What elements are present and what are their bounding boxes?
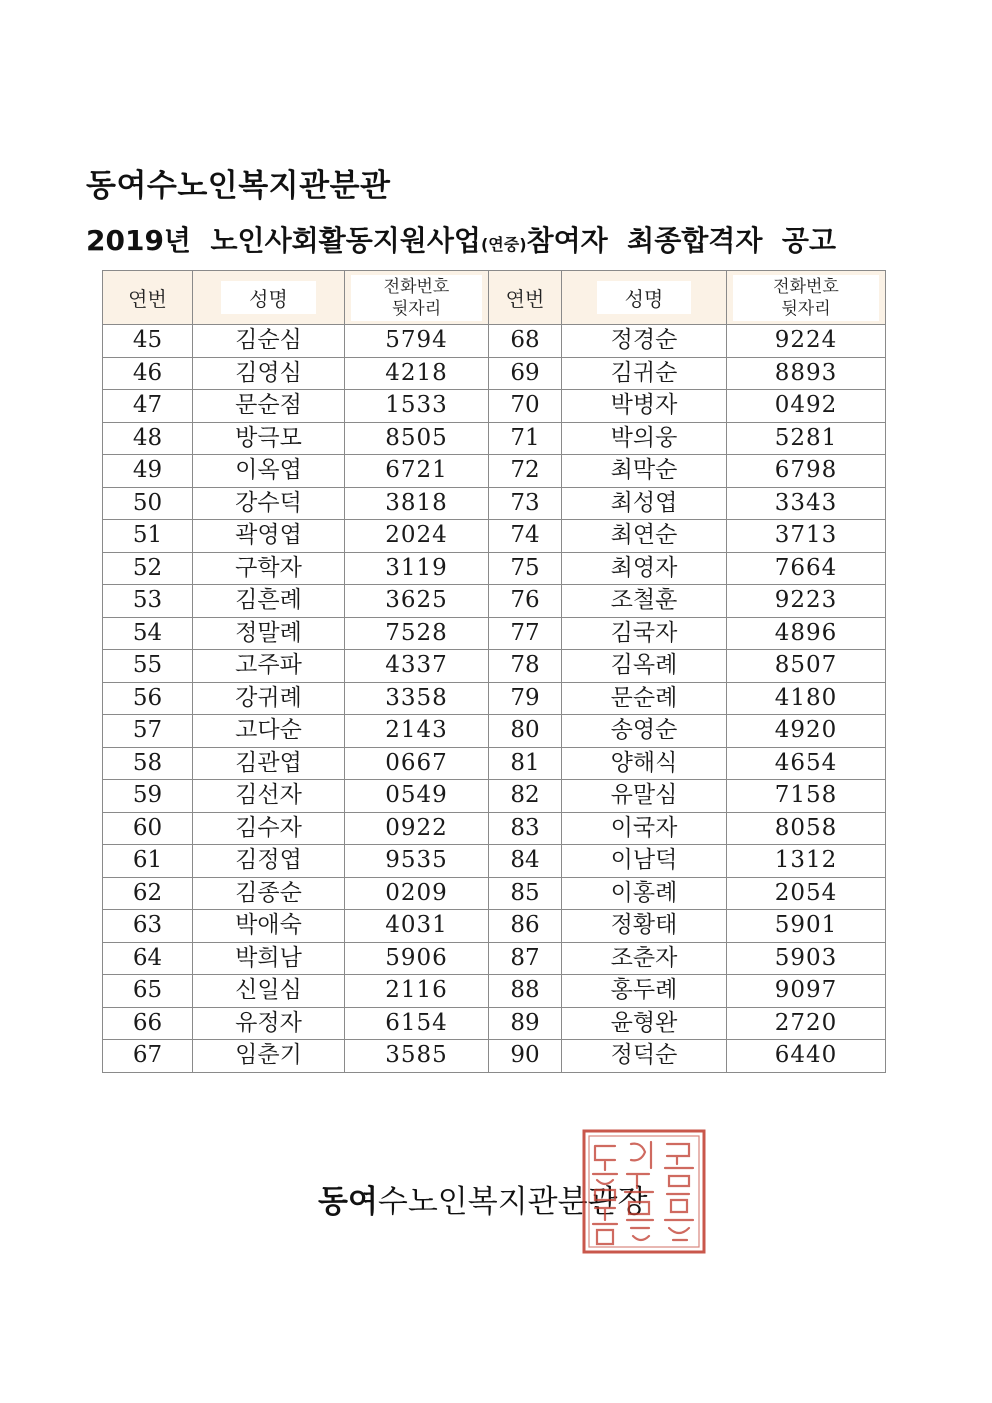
cell-phone-left: 6154 [345, 1007, 489, 1040]
cell-name-right: 최막순 [562, 455, 727, 488]
cell-phone-left: 3818 [345, 487, 489, 520]
header-no-label: 연번 [505, 287, 545, 311]
cell-phone-left: 1533 [345, 390, 489, 423]
header-name-right [562, 271, 727, 325]
cell-phone-right: 5901 [727, 910, 886, 943]
table-row [103, 552, 886, 585]
table-row [103, 487, 886, 520]
cell-phone-left: 0549 [345, 780, 489, 813]
header-no-left [103, 271, 193, 325]
cell-phone-right: 4180 [727, 682, 886, 715]
table-row [103, 325, 886, 358]
cell-no-right: 89 [489, 1007, 562, 1040]
cell-phone-right: 7664 [727, 552, 886, 585]
cell-no-left: 51 [103, 520, 193, 553]
cell-phone-right: 2054 [727, 877, 886, 910]
table-row [103, 942, 886, 975]
cell-phone-right: 7158 [727, 780, 886, 813]
cell-no-left: 66 [103, 1007, 193, 1040]
cell-phone-right: 8507 [727, 650, 886, 683]
cell-phone-left: 0209 [345, 877, 489, 910]
cell-no-left: 55 [103, 650, 193, 683]
cell-phone-right: 5903 [727, 942, 886, 975]
cell-name-right: 김귀순 [562, 357, 727, 390]
table-row [103, 650, 886, 683]
cell-name-right: 이국자 [562, 812, 727, 845]
cell-no-left: 57 [103, 715, 193, 748]
cell-no-left: 63 [103, 910, 193, 943]
table-row [103, 1040, 886, 1073]
cell-phone-left: 3358 [345, 682, 489, 715]
notice-title-main: 2019년 노인사회활동지원사업 [86, 224, 481, 257]
cell-phone-right: 1312 [727, 845, 886, 878]
notice-title [86, 219, 836, 259]
cell-name-left: 강수덕 [193, 487, 345, 520]
cell-no-left: 53 [103, 585, 193, 618]
table-row [103, 715, 886, 748]
cell-name-left: 신일심 [193, 975, 345, 1008]
cell-no-left: 46 [103, 357, 193, 390]
cell-name-right: 최영자 [562, 552, 727, 585]
cell-name-right: 홍두례 [562, 975, 727, 1008]
cell-name-right: 조철훈 [562, 585, 727, 618]
cell-no-right: 68 [489, 325, 562, 358]
cell-phone-left: 0922 [345, 812, 489, 845]
cell-phone-left: 3625 [345, 585, 489, 618]
table-row [103, 845, 886, 878]
cell-no-right: 88 [489, 975, 562, 1008]
cell-phone-left: 5906 [345, 942, 489, 975]
cell-phone-right: 4920 [727, 715, 886, 748]
cell-no-left: 67 [103, 1040, 193, 1073]
cell-phone-left: 0667 [345, 747, 489, 780]
table-row [103, 780, 886, 813]
cell-name-left: 김관엽 [193, 747, 345, 780]
cell-no-right: 84 [489, 845, 562, 878]
cell-name-left: 김선자 [193, 780, 345, 813]
cell-no-left: 59 [103, 780, 193, 813]
cell-phone-left: 4218 [345, 357, 489, 390]
header-phone-line1: 전화번호 [383, 276, 450, 297]
table-row [103, 422, 886, 455]
cell-phone-right: 9223 [727, 585, 886, 618]
cell-name-right: 최성엽 [562, 487, 727, 520]
header-no-label: 연번 [128, 287, 167, 311]
cell-name-right: 조춘자 [562, 942, 727, 975]
cell-name-left: 김정엽 [193, 845, 345, 878]
cell-phone-right: 9097 [727, 975, 886, 1008]
header-phone-line2: 뒷자리 [781, 298, 831, 319]
cell-phone-right: 6798 [727, 455, 886, 488]
cell-phone-left: 2143 [345, 715, 489, 748]
cell-phone-right: 4896 [727, 617, 886, 650]
table-row [103, 357, 886, 390]
table-row [103, 910, 886, 943]
table-row [103, 617, 886, 650]
cell-phone-right: 8893 [727, 357, 886, 390]
cell-no-right: 82 [489, 780, 562, 813]
cell-name-left: 강귀례 [193, 682, 345, 715]
cell-no-right: 87 [489, 942, 562, 975]
cell-no-left: 60 [103, 812, 193, 845]
cell-name-left: 박희남 [193, 942, 345, 975]
cell-phone-left: 6721 [345, 455, 489, 488]
cell-name-right: 김국자 [562, 617, 727, 650]
header-name-label: 성명 [597, 281, 692, 314]
cell-no-right: 81 [489, 747, 562, 780]
cell-name-left: 고주파 [193, 650, 345, 683]
header-phone-label [733, 275, 879, 321]
cell-phone-left: 3585 [345, 1040, 489, 1073]
organization-title: 동여수노인복지관분관 [86, 168, 391, 204]
cell-phone-right: 4654 [727, 747, 886, 780]
cell-name-left: 김수자 [193, 812, 345, 845]
header-phone-line2: 뒷자리 [391, 298, 442, 319]
cell-no-right: 75 [489, 552, 562, 585]
cell-phone-right: 3713 [727, 520, 886, 553]
cell-name-left: 김흔례 [193, 585, 345, 618]
cell-no-left: 50 [103, 487, 193, 520]
cell-name-left: 방극모 [193, 422, 345, 455]
header-phone-left [345, 271, 489, 325]
cell-name-right: 이홍례 [562, 877, 727, 910]
cell-no-right: 86 [489, 910, 562, 943]
cell-no-right: 78 [489, 650, 562, 683]
cell-no-left: 49 [103, 455, 193, 488]
cell-no-right: 74 [489, 520, 562, 553]
cell-no-left: 64 [103, 942, 193, 975]
signature-rest: 수노인복지관분관장 [377, 1184, 648, 1220]
header-phone-label [351, 275, 482, 321]
cell-no-left: 45 [103, 325, 193, 358]
cell-name-right: 윤형완 [562, 1007, 727, 1040]
cell-name-left: 이옥엽 [193, 455, 345, 488]
cell-phone-right: 0492 [727, 390, 886, 423]
table-body [103, 325, 886, 1073]
cell-name-right: 정황태 [562, 910, 727, 943]
header-name-left [193, 271, 345, 325]
cell-name-left: 박애숙 [193, 910, 345, 943]
cell-name-right: 송영순 [562, 715, 727, 748]
cell-no-right: 79 [489, 682, 562, 715]
table-header-row [103, 271, 886, 325]
table-row [103, 455, 886, 488]
cell-no-right: 72 [489, 455, 562, 488]
cell-no-right: 76 [489, 585, 562, 618]
cell-name-right: 박의웅 [562, 422, 727, 455]
cell-no-left: 65 [103, 975, 193, 1008]
table-row [103, 390, 886, 423]
cell-name-right: 이남덕 [562, 845, 727, 878]
cell-name-right: 정덕순 [562, 1040, 727, 1073]
table-row [103, 520, 886, 553]
cell-no-left: 54 [103, 617, 193, 650]
cell-phone-left: 3119 [345, 552, 489, 585]
cell-name-right: 문순례 [562, 682, 727, 715]
cell-no-right: 69 [489, 357, 562, 390]
cell-name-left: 구학자 [193, 552, 345, 585]
cell-no-left: 47 [103, 390, 193, 423]
table-row [103, 877, 886, 910]
cell-no-left: 52 [103, 552, 193, 585]
cell-no-left: 61 [103, 845, 193, 878]
cell-no-left: 48 [103, 422, 193, 455]
cell-no-right: 73 [489, 487, 562, 520]
cell-name-left: 곽영엽 [193, 520, 345, 553]
cell-name-left: 김종순 [193, 877, 345, 910]
cell-phone-left: 9535 [345, 845, 489, 878]
header-name-label: 성명 [221, 281, 316, 314]
cell-no-right: 77 [489, 617, 562, 650]
cell-no-left: 62 [103, 877, 193, 910]
cell-name-left: 김영심 [193, 357, 345, 390]
cell-no-right: 90 [489, 1040, 562, 1073]
cell-phone-right: 8058 [727, 812, 886, 845]
cell-phone-left: 7528 [345, 617, 489, 650]
table-row [103, 975, 886, 1008]
signature-bold: 동여 [318, 1184, 378, 1220]
notice-title-tail: 참여자 최종합격자 공고 [526, 224, 836, 257]
cell-phone-left: 2024 [345, 520, 489, 553]
table-row [103, 747, 886, 780]
cell-no-right: 70 [489, 390, 562, 423]
cell-name-left: 문순점 [193, 390, 345, 423]
cell-name-left: 고다순 [193, 715, 345, 748]
cell-name-right: 정경순 [562, 325, 727, 358]
header-no-right [489, 271, 562, 325]
cell-phone-right: 3343 [727, 487, 886, 520]
cell-name-right: 유말심 [562, 780, 727, 813]
table-row [103, 812, 886, 845]
table-row [103, 682, 886, 715]
notice-title-period: (연중) [480, 235, 527, 254]
cell-phone-right: 9224 [727, 325, 886, 358]
header-phone-right [727, 271, 886, 325]
cell-name-right: 박병자 [562, 390, 727, 423]
cell-no-right: 80 [489, 715, 562, 748]
cell-name-right: 양해식 [562, 747, 727, 780]
table-row [103, 585, 886, 618]
cell-no-right: 83 [489, 812, 562, 845]
cell-name-right: 김옥례 [562, 650, 727, 683]
cell-phone-left: 5794 [345, 325, 489, 358]
cell-phone-right: 2720 [727, 1007, 886, 1040]
cell-name-left: 정말례 [193, 617, 345, 650]
cell-no-left: 56 [103, 682, 193, 715]
cell-name-left: 김순심 [193, 325, 345, 358]
header-phone-line1: 전화번호 [773, 276, 839, 297]
cell-phone-right: 5281 [727, 422, 886, 455]
cell-no-right: 71 [489, 422, 562, 455]
cell-phone-left: 4031 [345, 910, 489, 943]
cell-no-right: 85 [489, 877, 562, 910]
cell-phone-left: 8505 [345, 422, 489, 455]
cell-phone-right: 6440 [727, 1040, 886, 1073]
cell-phone-left: 4337 [345, 650, 489, 683]
cell-name-left: 임춘기 [193, 1040, 345, 1073]
participants-table [102, 270, 886, 1073]
cell-name-left: 유정자 [193, 1007, 345, 1040]
table-row [103, 1007, 886, 1040]
cell-name-right: 최연순 [562, 520, 727, 553]
official-seal-stamp [581, 1128, 707, 1255]
cell-phone-left: 2116 [345, 975, 489, 1008]
cell-no-left: 58 [103, 747, 193, 780]
